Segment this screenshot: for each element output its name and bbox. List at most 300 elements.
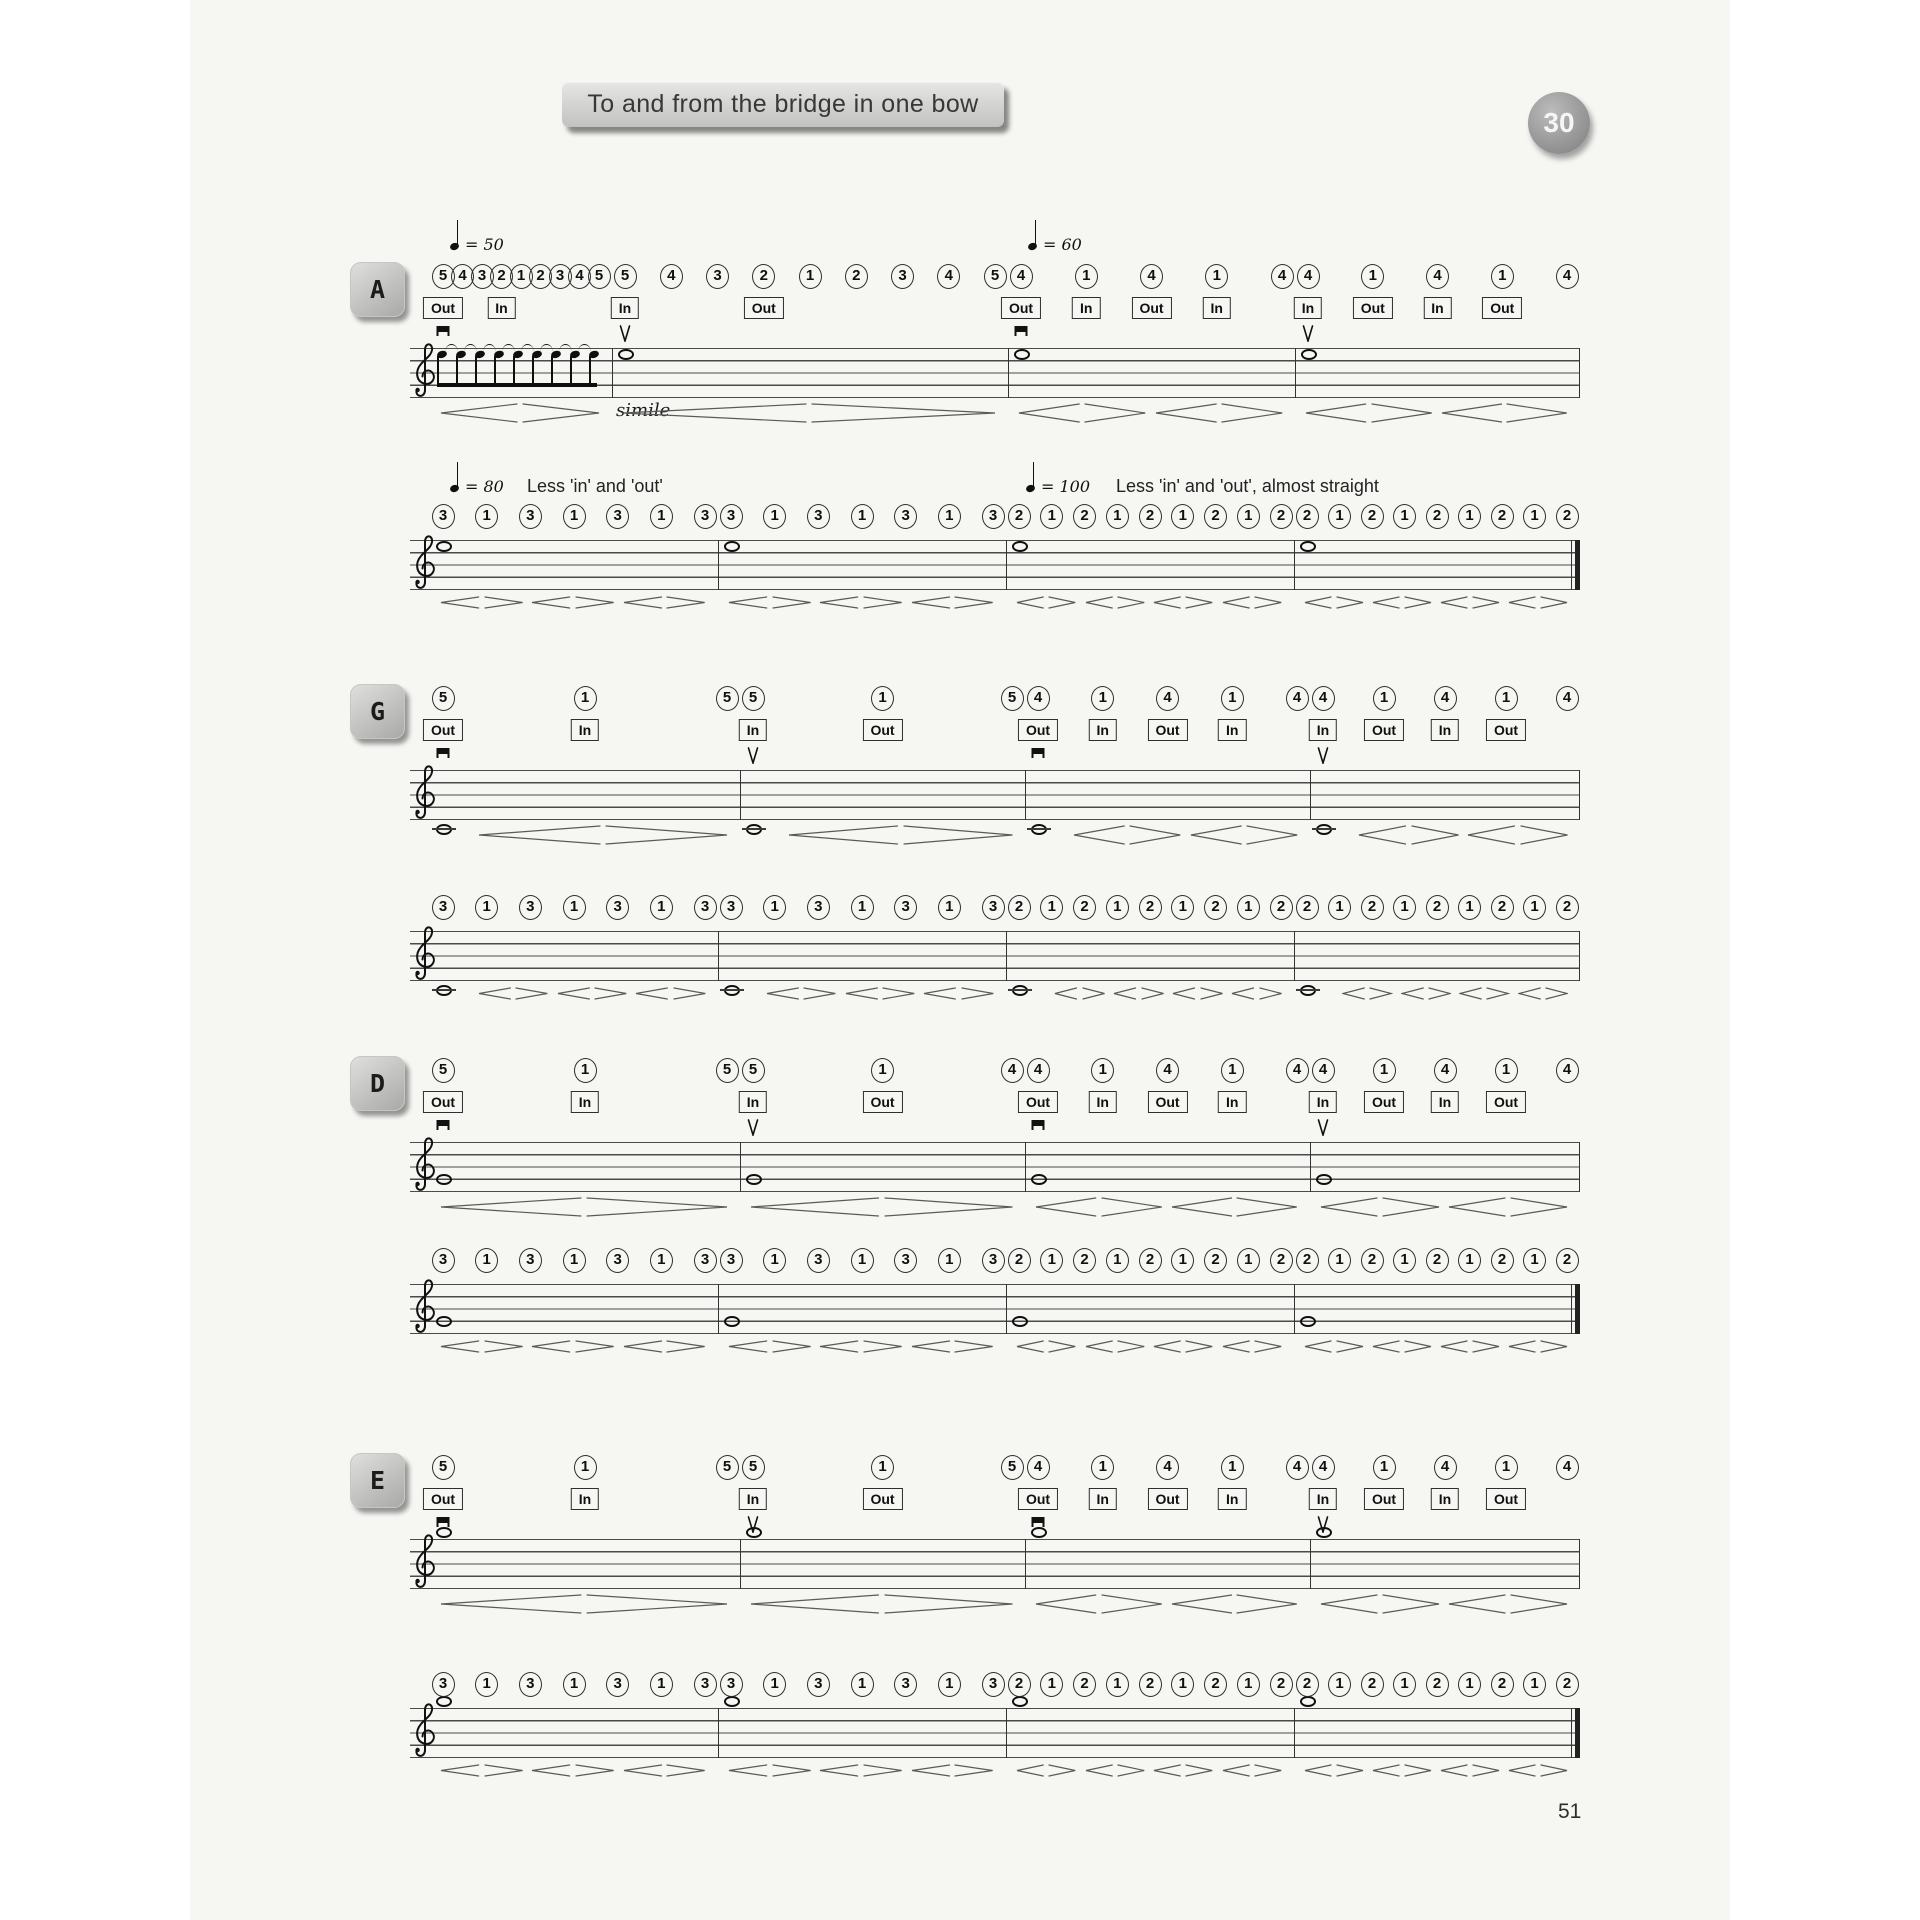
circled-number: 5 (432, 1455, 455, 1480)
circled-number: 2 (1556, 1672, 1579, 1697)
hairpin-crescendo-icon (531, 1340, 571, 1353)
circled-number: 4 (1156, 1455, 1179, 1480)
circled-number: 4 (1271, 264, 1294, 289)
circled-number: 1 (851, 1672, 874, 1697)
circled-number: 5 (432, 686, 455, 711)
hairpin-decrescendo-icon (1336, 1340, 1364, 1353)
circled-number: 1 (1393, 1248, 1416, 1273)
circled-number: 1 (475, 1672, 498, 1697)
circled-number: 4 (1434, 1455, 1457, 1480)
bow-box-label: Out (423, 1091, 463, 1113)
end-barline (1579, 770, 1580, 820)
hairpin-decrescendo-icon (1545, 987, 1568, 1000)
circled-number: 1 (799, 264, 822, 289)
hairpin-crescendo-icon (1222, 596, 1250, 609)
bow-box-label: In (1294, 297, 1322, 319)
hairpin-decrescendo-icon (772, 596, 812, 609)
hairpin-crescendo-icon (1171, 1594, 1233, 1614)
circled-number: 4 (1426, 264, 1449, 289)
treble-clef-icon (412, 1529, 438, 1601)
hairpin-decrescendo-icon (1048, 596, 1076, 609)
circled-number: 1 (851, 895, 874, 920)
hairpin-decrescendo-icon (1254, 1340, 1282, 1353)
circled-number: 3 (894, 895, 917, 920)
hairpin-crescendo-icon (911, 1340, 951, 1353)
hairpin-crescendo-icon (1320, 1197, 1378, 1217)
hairpin-crescendo-icon (1372, 1340, 1400, 1353)
circled-number: 3 (549, 264, 572, 289)
hairpin-crescendo-icon (923, 987, 956, 1000)
music-systems (190, 0, 1730, 1920)
circled-number: 1 (563, 504, 586, 529)
hairpin-crescendo-icon (478, 825, 601, 845)
circled-number: 1 (1040, 504, 1063, 529)
hairpin-crescendo-icon (440, 596, 480, 609)
slur-arc (521, 344, 534, 352)
whole-note (1012, 1696, 1028, 1707)
staff (410, 1539, 1580, 1589)
barline (1295, 348, 1296, 398)
circled-number: 1 (650, 1248, 673, 1273)
hairpin-decrescendo-icon (954, 1764, 994, 1777)
hairpin-decrescendo-icon (954, 596, 994, 609)
circled-number: 1 (1393, 504, 1416, 529)
hairpin-decrescendo-icon (1540, 1340, 1568, 1353)
circled-number: 1 (1091, 1058, 1114, 1083)
circled-number: 4 (1156, 1058, 1179, 1083)
circled-number: 2 (1008, 504, 1031, 529)
bow-box-label: Out (1018, 1488, 1058, 1510)
slur-arc (445, 344, 458, 352)
whole-note (618, 349, 634, 360)
whole-note (1014, 349, 1030, 360)
circled-number: 2 (1296, 1248, 1319, 1273)
down-bow-icon (437, 748, 450, 758)
down-bow-icon (437, 1120, 450, 1130)
page-title: To and from the bridge in one bow (587, 90, 979, 118)
bow-box-label: In (487, 297, 515, 319)
barline (1025, 770, 1026, 820)
bow-box-label: In (739, 1488, 767, 1510)
barline (740, 1142, 741, 1192)
circled-number: 1 (938, 1248, 961, 1273)
circled-number: 1 (871, 1455, 894, 1480)
final-barline-thick (1575, 1284, 1580, 1334)
bow-box-label: Out (862, 1488, 902, 1510)
hairpin-crescendo-icon (1190, 825, 1242, 845)
hairpin-crescendo-icon (440, 1594, 582, 1614)
hairpin-crescendo-icon (819, 1340, 859, 1353)
hairpin-decrescendo-icon (515, 987, 548, 1000)
barline (1294, 1708, 1295, 1758)
hairpin-crescendo-icon (440, 403, 518, 423)
hairpin-crescendo-icon (1304, 596, 1332, 609)
circled-number: 1 (1106, 1672, 1129, 1697)
circled-number: 1 (1373, 1058, 1396, 1083)
bow-box-label: Out (1364, 1091, 1404, 1113)
hairpin-crescendo-icon (1222, 1340, 1250, 1353)
circled-number: 1 (475, 1248, 498, 1273)
hairpin-decrescendo-icon (1048, 1340, 1076, 1353)
down-bow-icon (1032, 1517, 1045, 1527)
circled-number: 5 (742, 686, 765, 711)
circled-number: 5 (614, 264, 637, 289)
circled-number: 1 (938, 1672, 961, 1697)
whole-note (436, 1527, 452, 1538)
circled-number: 1 (1221, 1455, 1244, 1480)
hairpin-crescendo-icon (1153, 1340, 1181, 1353)
circled-number: 2 (1270, 1672, 1293, 1697)
circled-number: 4 (1001, 1058, 1024, 1083)
circled-number: 2 (1204, 1248, 1227, 1273)
circled-number: 1 (1237, 1672, 1260, 1697)
hairpin-crescendo-icon (1304, 1340, 1332, 1353)
hairpin-crescendo-icon (623, 1340, 663, 1353)
hairpin-decrescendo-icon (1540, 596, 1568, 609)
bow-box-label: In (571, 719, 599, 741)
circled-number: 1 (1237, 504, 1260, 529)
circled-number: 2 (1204, 895, 1227, 920)
circled-number: 4 (1312, 1455, 1335, 1480)
circled-number: 5 (716, 686, 739, 711)
circled-number: 2 (845, 264, 868, 289)
circled-number: 1 (650, 1672, 673, 1697)
circled-number: 1 (1523, 1672, 1546, 1697)
circled-number: 1 (871, 686, 894, 711)
circled-number: 2 (1270, 504, 1293, 529)
circled-number: 2 (1073, 895, 1096, 920)
hairpin-crescendo-icon (478, 987, 511, 1000)
hairpin-decrescendo-icon (522, 403, 600, 423)
hairpin-decrescendo-icon (884, 1594, 1014, 1614)
bow-box-label: Out (1018, 1091, 1058, 1113)
circled-number: 2 (1139, 504, 1162, 529)
circled-number: 3 (982, 1672, 1005, 1697)
circled-number: 4 (1140, 264, 1163, 289)
circled-number: 1 (1393, 895, 1416, 920)
circled-number: 3 (606, 1672, 629, 1697)
bow-box-label: Out (1353, 297, 1393, 319)
bow-box-label: In (739, 1091, 767, 1113)
circled-number: 2 (1204, 504, 1227, 529)
hairpin-decrescendo-icon (1472, 596, 1500, 609)
hairpin-crescendo-icon (1113, 987, 1137, 1000)
hairpin-crescendo-icon (750, 1594, 880, 1614)
bow-box-label: In (1218, 1091, 1246, 1113)
final-barline-thick (1575, 540, 1580, 590)
hairpin-crescendo-icon (531, 1764, 571, 1777)
hairpin-crescendo-icon (1305, 403, 1367, 423)
bow-box-label: In (739, 719, 767, 741)
hairpin-crescendo-icon (1035, 1197, 1097, 1217)
circled-number: 4 (1156, 686, 1179, 711)
page (190, 0, 1730, 1920)
bow-box-label: In (1423, 297, 1451, 319)
circled-number: 1 (475, 895, 498, 920)
bow-box-label: In (1309, 1091, 1337, 1113)
ledger-line (1296, 989, 1320, 991)
circled-number: 1 (1491, 264, 1514, 289)
circled-number: 5 (742, 1058, 765, 1083)
circled-number: 1 (1040, 1248, 1063, 1273)
circled-number: 3 (807, 895, 830, 920)
circled-number: 3 (894, 504, 917, 529)
bow-box-label: Out (1147, 1488, 1187, 1510)
circled-number: 1 (1171, 1672, 1194, 1697)
hairpin-crescendo-icon (728, 1340, 768, 1353)
hairpin-crescendo-icon (1085, 1764, 1113, 1777)
circled-number: 2 (1008, 895, 1031, 920)
circled-number: 1 (1393, 1672, 1416, 1697)
hairpin-decrescendo-icon (903, 825, 1014, 845)
whole-note (1301, 349, 1317, 360)
end-barline (1579, 1142, 1580, 1192)
hairpin-crescendo-icon (1054, 987, 1078, 1000)
hairpin-decrescendo-icon (1336, 1764, 1364, 1777)
barline (740, 1539, 741, 1589)
bow-box-label: Out (862, 1091, 902, 1113)
hairpin-decrescendo-icon (811, 403, 996, 423)
bow-box-label: Out (1131, 297, 1171, 319)
circled-number: 4 (1312, 1058, 1335, 1083)
circled-number: 2 (1073, 1248, 1096, 1273)
circled-number: 1 (1106, 895, 1129, 920)
tempo-instruction: Less 'in' and 'out', almost straight (1116, 476, 1379, 496)
circled-number: 1 (871, 1058, 894, 1083)
hairpin-crescendo-icon (1440, 596, 1468, 609)
hairpin-decrescendo-icon (484, 596, 524, 609)
whole-note (1031, 1174, 1047, 1185)
circled-number: 4 (1312, 686, 1335, 711)
circled-number: 5 (984, 264, 1007, 289)
barline (1310, 770, 1311, 820)
bow-box-label: Out (862, 719, 902, 741)
up-bow-icon (1317, 1516, 1329, 1533)
bow-box-label: In (1309, 719, 1337, 741)
hairpin-decrescendo-icon (772, 1764, 812, 1777)
barline (718, 1284, 719, 1334)
circled-number: 1 (650, 895, 673, 920)
hairpin-decrescendo-icon (863, 1764, 903, 1777)
music-line (190, 1058, 1730, 1227)
circled-number: 1 (763, 895, 786, 920)
circled-number: 1 (1523, 504, 1546, 529)
staff (410, 1284, 1580, 1334)
circled-number: 2 (1426, 1248, 1449, 1273)
whole-note (436, 1316, 452, 1327)
barline (1294, 931, 1295, 981)
hairpin-decrescendo-icon (1254, 1764, 1282, 1777)
circled-number: 1 (1075, 264, 1098, 289)
down-bow-icon (437, 326, 450, 336)
hairpin-crescendo-icon (1358, 825, 1407, 845)
tempo-instruction: Less 'in' and 'out' (527, 476, 663, 496)
hairpin-decrescendo-icon (863, 1340, 903, 1353)
circled-number: 1 (1495, 686, 1518, 711)
tempo-value: = 50 (465, 235, 504, 254)
hairpin-decrescendo-icon (882, 987, 915, 1000)
circled-number: 1 (763, 1672, 786, 1697)
music-line (190, 1455, 1730, 1624)
circled-number: 1 (574, 1058, 597, 1083)
staff (410, 931, 1580, 981)
hairpin-decrescendo-icon (1520, 825, 1569, 845)
bow-box-label: In (571, 1091, 599, 1113)
hairpin-crescendo-icon (440, 1197, 582, 1217)
hairpin-decrescendo-icon (1382, 1594, 1440, 1614)
hairpin-crescendo-icon (440, 1340, 480, 1353)
end-barline (1579, 1539, 1580, 1589)
circled-number: 1 (1091, 1455, 1114, 1480)
hairpin-crescendo-icon (819, 596, 859, 609)
slur-arc (540, 344, 553, 352)
hairpin-decrescendo-icon (605, 825, 728, 845)
hairpin-crescendo-icon (1222, 1764, 1250, 1777)
bow-box-label: In (1072, 297, 1100, 319)
hairpin-crescendo-icon (728, 596, 768, 609)
hairpin-decrescendo-icon (961, 987, 994, 1000)
circled-number: 1 (1373, 1455, 1396, 1480)
bow-box-label: Out (1364, 1488, 1404, 1510)
bow-box-label: In (1218, 1488, 1246, 1510)
hairpin-decrescendo-icon (1540, 1764, 1568, 1777)
circled-number: 4 (1286, 1455, 1309, 1480)
whole-note (1316, 1174, 1332, 1185)
ledger-line (720, 989, 744, 991)
hairpin-crescendo-icon (1401, 987, 1424, 1000)
hairpin-crescendo-icon (1320, 1594, 1378, 1614)
hairpin-decrescendo-icon (772, 1340, 812, 1353)
hairpin-crescendo-icon (1441, 403, 1503, 423)
hairpin-decrescendo-icon (1129, 825, 1181, 845)
hairpin-decrescendo-icon (1185, 596, 1213, 609)
whole-note (1012, 541, 1028, 552)
barline (1025, 1142, 1026, 1192)
circled-number: 3 (606, 895, 629, 920)
down-bow-icon (1032, 1120, 1045, 1130)
circled-number: 1 (1495, 1058, 1518, 1083)
circled-number: 4 (1434, 686, 1457, 711)
music-line (190, 460, 1730, 619)
hairpin-decrescendo-icon (1486, 987, 1509, 1000)
staff (410, 1708, 1580, 1758)
treble-clef-icon (412, 921, 438, 993)
bow-box-label: Out (1486, 1091, 1526, 1113)
circled-number: 1 (763, 1248, 786, 1273)
end-barline (1579, 931, 1580, 981)
circled-number: 1 (574, 1455, 597, 1480)
hairpin-crescendo-icon (1508, 596, 1536, 609)
circled-number: 1 (1237, 895, 1260, 920)
circled-number: 3 (720, 895, 743, 920)
hairpin-decrescendo-icon (1472, 1764, 1500, 1777)
hairpin-decrescendo-icon (884, 1197, 1014, 1217)
circled-number: 3 (982, 1248, 1005, 1273)
circled-number: 2 (1361, 1248, 1384, 1273)
circled-number: 5 (742, 1455, 765, 1480)
circled-number: 2 (1204, 1672, 1227, 1697)
hairpin-crescendo-icon (1448, 1594, 1506, 1614)
bow-box-label: In (571, 1488, 599, 1510)
hairpin-crescendo-icon (1508, 1340, 1536, 1353)
final-barline-thin (1571, 1284, 1572, 1334)
circled-number: 1 (1040, 895, 1063, 920)
ledger-line (432, 828, 456, 830)
hairpin-crescendo-icon (531, 596, 571, 609)
barline (1008, 348, 1009, 398)
circled-number: 3 (894, 1248, 917, 1273)
circled-number: 1 (510, 264, 533, 289)
hairpin-decrescendo-icon (1236, 1594, 1298, 1614)
hairpin-decrescendo-icon (1117, 1764, 1145, 1777)
circled-number: 1 (1523, 895, 1546, 920)
hairpin-decrescendo-icon (666, 596, 706, 609)
circled-number: 1 (763, 504, 786, 529)
circled-number: 2 (1361, 1672, 1384, 1697)
circled-number: 2 (1270, 895, 1293, 920)
circled-number: 3 (694, 504, 717, 529)
hairpin-crescendo-icon (1153, 596, 1181, 609)
circled-number: 1 (563, 895, 586, 920)
circled-number: 2 (1361, 504, 1384, 529)
circled-number: 4 (660, 264, 683, 289)
hairpin-crescendo-icon (845, 987, 878, 1000)
whole-note (436, 1696, 452, 1707)
string-label-e: E (350, 1453, 405, 1508)
bow-box-label: Out (1018, 719, 1058, 741)
circled-number: 1 (1171, 1248, 1194, 1273)
circled-number: 2 (1139, 1248, 1162, 1273)
bow-box-label: In (1203, 297, 1231, 319)
circled-number: 4 (1556, 1455, 1579, 1480)
string-label-a: A (350, 262, 405, 317)
up-bow-icon (1317, 1119, 1329, 1136)
hairpin-decrescendo-icon (1117, 1340, 1145, 1353)
bow-box-label: Out (1364, 719, 1404, 741)
ledger-line (742, 828, 766, 830)
circled-number: 3 (606, 504, 629, 529)
bow-box-label: Out (1147, 719, 1187, 741)
bow-box-label: Out (744, 297, 784, 319)
string-label-g: G (350, 684, 405, 739)
hairpin-decrescendo-icon (803, 987, 836, 1000)
circled-number: 3 (432, 504, 455, 529)
circled-number: 1 (1091, 686, 1114, 711)
circled-number: 4 (1556, 1058, 1579, 1083)
slur-arc (483, 344, 496, 352)
hairpin-decrescendo-icon (1404, 1340, 1432, 1353)
hairpin-decrescendo-icon (863, 596, 903, 609)
circled-number: 4 (1027, 686, 1050, 711)
bow-box-label: Out (1486, 1488, 1526, 1510)
note-beam (437, 383, 597, 388)
circled-number: 4 (1027, 1455, 1050, 1480)
barline (1294, 1284, 1295, 1334)
bow-box-label: In (1089, 719, 1117, 741)
circled-number: 1 (1458, 1672, 1481, 1697)
circled-number: 3 (807, 504, 830, 529)
hairpin-decrescendo-icon (673, 987, 706, 1000)
bow-box-label: Out (423, 297, 463, 319)
hairpin-decrescendo-icon (1369, 987, 1392, 1000)
circled-number: 1 (1106, 1248, 1129, 1273)
hairpin-decrescendo-icon (1101, 1594, 1163, 1614)
hairpin-crescendo-icon (557, 987, 590, 1000)
circled-number: 5 (1001, 1455, 1024, 1480)
ledger-line (1008, 989, 1032, 991)
hairpin-crescendo-icon (1467, 825, 1516, 845)
circled-number: 2 (1073, 1672, 1096, 1697)
